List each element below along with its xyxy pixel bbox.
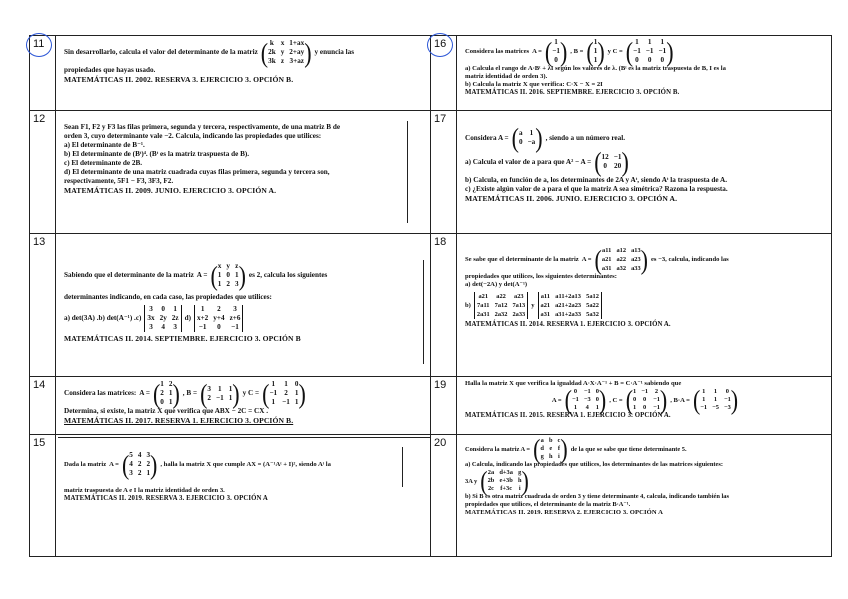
problem-text: Halla la matriz X que verifica la igualdad A·X·A⁻¹ + B = C·A⁻¹ sabiendo que	[465, 380, 682, 387]
divider	[407, 121, 408, 223]
problem-text: es −3, calcula, indicando las	[650, 256, 729, 263]
problem-text: b) Si B es otra matriz cuadrada de orden 3 y tiene determinante 4, calcula, indicando también las propiedades que utilices, el determinante de la matriz B·A⁻¹.	[465, 493, 729, 508]
matrix-entry: d	[540, 445, 544, 452]
matrix-label: A =	[196, 271, 208, 279]
matrix-entry: 1	[593, 38, 598, 46]
matrix-entry: 3	[146, 451, 151, 459]
matrix-entry: 3	[233, 305, 237, 313]
matrix: ( 1 1 1 )	[586, 35, 605, 67]
matrix: ( 12 −1 0 20 )	[594, 145, 629, 177]
problem-number: 14	[30, 377, 56, 435]
matrix-entry: d+3a	[499, 469, 513, 476]
problem-text: 3A y	[465, 477, 478, 485]
problem-19	[457, 377, 832, 435]
matrix-entry: 1	[271, 398, 276, 406]
matrix-entry: 3	[129, 469, 133, 477]
matrix-entry: 1	[168, 398, 173, 406]
matrix-entry: 0	[633, 396, 637, 403]
matrix-entry: −1	[269, 389, 278, 397]
matrix-entry: 3	[149, 305, 153, 313]
matrix-entry: g	[540, 453, 544, 460]
matrix-entry: 1	[573, 404, 578, 411]
matrix-entry: 0	[643, 404, 647, 411]
matrix-entry: 2a32	[494, 311, 508, 318]
matrix: ( 1 1 0 1 1 −1 −1 −5 −3 )	[692, 383, 739, 415]
matrix-entry: a22	[616, 256, 627, 263]
matrix-entry: 1	[593, 47, 598, 55]
matrix-entry: a13	[631, 247, 641, 254]
source-reference: MATEMÁTICAS II. 2006. JUNIO. EJERCICIO 3. OPCIÓN A.	[465, 194, 678, 203]
matrix: ( 1 2 2 1 0 1 )	[152, 377, 180, 409]
matrix-entry: y	[280, 48, 285, 56]
matrix-entry: a	[518, 129, 523, 137]
matrix-entry: −1	[216, 393, 224, 402]
matrix-entry: a23	[514, 293, 524, 300]
problem-text: propiedades que hayas usado.	[64, 66, 156, 74]
matrix-entry: 2z	[171, 314, 179, 322]
problem-17	[457, 111, 832, 234]
matrix-label: , C =	[609, 396, 623, 404]
problem-text: Sean F1, F2 y F3 las filas primera, segunda y tercera, respectivamente, de una matriz B de orden 3, cuyo determinante vale −2. Calcula, indicando las propiedades que utilices: a) El determinante de B⁻¹. b) El determinante de (Bᵗ)⁴. (Bᵗ es la matriz traspuesta de B). c) El determinante de 2B. d) El determinante de una matriz cuadrada cuyas filas primera, segunda y tercera son, respectivamente, 5F1 − F3, 3F3, F2.	[64, 123, 341, 185]
matrix-entry: 1	[633, 388, 637, 395]
matrix-entry: a21	[478, 293, 489, 300]
matrix-label: y C =	[607, 48, 623, 55]
matrix-entry: 0	[635, 56, 639, 64]
problem-text: a) Calcula, indicando las propiedades que utilices, los determinantes de las matrices siguientes:	[465, 461, 723, 468]
source-reference: MATEMÁTICAS II. 2019. RESERVA 2. EJERCICIO 3. OPCIÓN A	[465, 509, 664, 516]
matrix-entry: 0	[595, 396, 599, 403]
matrix-entry: 1	[633, 404, 637, 411]
matrix-entry: 1	[160, 380, 164, 388]
matrix-entry: 4	[129, 460, 133, 468]
problem-number: 13	[30, 234, 56, 377]
matrix-entry: e+3b	[499, 477, 513, 484]
matrix-entry: 1	[593, 56, 598, 64]
matrix-entry: f+3c	[500, 485, 513, 492]
determinant	[538, 292, 602, 319]
problem-text: b)	[465, 302, 471, 309]
matrix-entry: f	[557, 445, 560, 452]
matrix-entry: 0	[226, 271, 230, 279]
matrix-entry: 5a12	[586, 293, 599, 300]
matrix-entry: 5a22	[586, 302, 599, 309]
matrix-entry: 2	[137, 469, 142, 477]
matrix-entry: a23	[631, 256, 641, 263]
matrix-entry: −5	[712, 404, 719, 411]
matrix-entry: −3	[583, 396, 591, 403]
matrix-entry: 1	[294, 398, 299, 406]
matrix-entry: 1	[173, 305, 177, 313]
matrix-entry: 1	[146, 469, 151, 477]
matrix-entry: 1	[200, 305, 205, 313]
matrix-entry: 0	[647, 56, 652, 64]
matrix-entry: a11+2a13	[555, 293, 581, 300]
matrix-entry: −1	[633, 47, 641, 55]
matrix-entry: 3	[207, 384, 211, 393]
matrix-label: , B =	[570, 48, 584, 55]
problem-number: 16	[431, 36, 457, 111]
matrix-entry: z	[280, 57, 285, 65]
matrix-entry: 20	[613, 162, 622, 170]
matrix-entry: −1	[645, 47, 654, 55]
source-reference: MATEMÁTICAS II. 2015. RESERVA 1. EJERCICIO 3. OPCIÓN A.	[465, 412, 671, 419]
matrix-entry: −1	[198, 323, 207, 331]
divider	[58, 437, 430, 438]
matrix-entry: 0	[161, 305, 165, 313]
problem-text: d)	[184, 314, 191, 322]
problem-text: Considera las matrices:	[64, 389, 137, 397]
matrix-entry: 1	[217, 280, 222, 288]
matrix-entry: 1	[635, 38, 639, 46]
problem-text: Sin desarrollarlo, calcula el valor del determinante de la matriz	[64, 48, 258, 56]
matrix-entry: 2+ay	[289, 48, 305, 56]
problem-text: a) Calcula el rango de A·Bᵗ + λI según los valores de λ. (Bᵗ es la matriz traspuesta de B, I es la matriz identidad de orden 3). b) Calcula la matriz X que verifica: C·X − X = 2I	[465, 65, 726, 88]
matrix-entry: 1	[647, 38, 652, 46]
matrix-entry: a32	[616, 265, 627, 272]
matrix-entry: 2	[146, 460, 151, 468]
matrix-entry: 7a13	[512, 302, 526, 309]
matrix-entry: b	[548, 437, 553, 444]
matrix-entry: 2y	[159, 314, 167, 322]
matrix-entry: −3	[723, 404, 731, 411]
matrix-entry: −1	[653, 396, 660, 403]
matrix-entry: 0	[294, 380, 299, 388]
matrix-entry: x	[280, 39, 285, 47]
matrix-entry: 7a12	[494, 302, 508, 309]
problem-15	[56, 435, 431, 557]
problem-text: b) Calcula, en función de a, los determinantes de 2A y Aᵗ, siendo Aᵗ la traspuesta de A. c) ¿Existe algún valor de a para el que la matriz A sea simétrica? Razona la respuesta.	[465, 176, 728, 193]
problem-text: propiedades que utilices, los siguientes determinantes: a) det(−2A) y det(A⁻¹)	[465, 273, 617, 288]
matrix-entry: 0	[660, 56, 665, 64]
matrix: ( 0 −1 0 −1 −3 0 1 4 1 )	[564, 383, 607, 415]
matrix-entry: 0	[603, 162, 607, 170]
problem-text: a) Calcula el valor de a para que A² − A =	[465, 157, 592, 166]
matrix-entry: 2	[284, 389, 288, 397]
matrix-entry: c	[557, 437, 561, 444]
matrix-entry: a12	[616, 247, 627, 254]
source-reference: MATEMÁTICAS II. 2017. RESERVA 1. EJERCICIO 3. OPCIÓN B.	[64, 416, 294, 425]
problem-number: 11	[30, 36, 56, 111]
matrix-entry: 0	[217, 323, 221, 331]
matrix-entry: −1	[552, 47, 560, 55]
matrix-entry: 7a11	[477, 302, 490, 309]
matrix-entry: 2	[160, 389, 164, 397]
matrix-entry: 3k	[268, 57, 276, 65]
matrix-entry: a	[540, 437, 544, 444]
matrix-label: A =	[532, 48, 542, 55]
matrix-entry: 0	[518, 138, 523, 146]
matrix-entry: −1	[700, 404, 708, 411]
problem-14	[56, 377, 431, 435]
matrix-label: A =	[109, 461, 119, 468]
matrix-entry: a31	[601, 265, 612, 272]
handwritten-circle-mark	[427, 33, 453, 57]
matrix-entry: 1	[271, 380, 276, 388]
matrix-entry: 2	[654, 388, 659, 395]
matrix-entry: 2	[168, 380, 173, 388]
matrix-entry: x	[217, 262, 222, 270]
matrix-entry: a11	[602, 247, 612, 254]
problem-text: Considera la matriz A =	[465, 445, 531, 453]
matrix-entry: 0	[725, 388, 729, 395]
matrix-entry: a33	[631, 265, 641, 272]
matrix: ( a b c d e f g h i )	[533, 432, 568, 464]
problem-number: 19	[431, 377, 457, 435]
matrix-entry: 1	[660, 38, 665, 46]
matrix-entry: a21+2a23	[555, 302, 582, 309]
matrix-entry: 1	[284, 380, 288, 388]
problem-number: 18	[431, 234, 457, 377]
matrix-entry: −1	[653, 404, 660, 411]
divider	[423, 260, 424, 364]
problem-text: Se sabe que el determinante de la matriz	[465, 256, 579, 263]
matrix-entry: −1	[658, 47, 667, 55]
matrix-entry: 2a31	[476, 311, 490, 318]
matrix-entry: 1	[713, 396, 718, 403]
problem-text: determinantes indicando, en cada caso, las propiedades que utilices:	[64, 293, 272, 301]
matrix-entry: 2	[207, 393, 211, 402]
source-reference: MATEMÁTICAS II. 2014. SEPTIEMBRE. EJERCICIO 3. OPCIÓN B	[64, 334, 301, 343]
matrix-entry: 1	[218, 384, 222, 393]
matrix-entry: 1	[228, 384, 233, 393]
matrix-entry: 2a33	[512, 311, 526, 318]
matrix: ( 2a d+3a g 2b e+3b h 2c f+3c i )	[480, 464, 529, 496]
matrix-entry: 0	[160, 398, 164, 406]
matrix-entry: 2	[226, 280, 230, 288]
problem-text: Considera las matrices	[465, 48, 530, 55]
source-reference: MATEMÁTICAS II. 2016. SEPTIEMBRE. EJERCICIO 3. OPCIÓN B.	[465, 89, 680, 96]
matrix-entry: 5a32	[586, 311, 599, 318]
matrix-label: A =	[551, 396, 562, 404]
matrix-label: y C =	[242, 389, 260, 397]
matrix-entry: 5	[129, 451, 133, 459]
problem-text: , halla la matriz X que cumple AX = (A⁻¹Aᵗ + I)², siendo Aᵗ la	[160, 461, 331, 468]
matrix-entry: e	[549, 445, 553, 452]
matrix-entry: 2c	[487, 485, 494, 492]
problem-text: Dada la matriz	[64, 461, 107, 468]
matrix-entry: a21	[601, 256, 612, 263]
matrix-entry: 4	[137, 451, 142, 459]
problem-18	[457, 234, 832, 377]
matrix-entry: a21	[540, 302, 551, 309]
matrix-entry: 1	[702, 396, 706, 403]
matrix: ( x y z 1 0 1 1 2 3 )	[210, 259, 246, 291]
problem-text: y	[531, 302, 535, 309]
matrix-label: , B =	[182, 389, 198, 397]
matrix-entry: 3	[149, 323, 153, 331]
exercise-sheet	[29, 35, 821, 556]
matrix-entry: 0	[643, 396, 647, 403]
matrix-entry: h	[517, 477, 522, 484]
source-reference: MATEMÁTICAS II. 2014. RESERVA 1. EJERCICIO 3. OPCIÓN A.	[465, 321, 671, 328]
matrix-entry: y+4	[213, 314, 225, 322]
matrix-entry: 1	[702, 388, 706, 395]
matrix-entry: 2	[137, 460, 142, 468]
divider	[402, 447, 403, 487]
matrix: ( a11 a12 a13 a21 a22 a23 a31 a32 a33 )	[594, 243, 648, 275]
matrix-entry: 1	[228, 393, 233, 402]
matrix-entry: y	[226, 262, 230, 270]
determinant	[194, 305, 243, 332]
matrix-entry: a31	[540, 311, 551, 318]
matrix: ( 1 −1 0 )	[544, 35, 568, 67]
matrix-entry: 1	[713, 388, 718, 395]
matrix-entry: 4	[161, 323, 165, 331]
matrix-entry: −1	[641, 388, 649, 395]
matrix: ( 5 4 3 4 2 2 3 2 1 )	[121, 448, 158, 480]
problem-text: matriz traspuesta de A e I la matriz identidad de orden 3.	[64, 487, 225, 494]
matrix-entry: 2	[217, 305, 221, 313]
matrix: ( 1 1 0 −1 2 1 1 −1 1 )	[262, 377, 306, 409]
matrix-entry: −1	[723, 396, 731, 403]
problem-13	[56, 234, 431, 377]
problem-number: 12	[30, 111, 56, 234]
problem-11	[56, 36, 431, 111]
source-reference: MATEMÁTICAS II. 2009. JUNIO. EJERCICIO 3. OPCIÓN A.	[64, 186, 277, 195]
matrix-entry: i	[558, 453, 560, 460]
matrix-entry: a11	[540, 293, 550, 300]
matrix-label: A =	[581, 256, 592, 263]
determinant	[144, 305, 181, 332]
matrix: ( 1 1 1 −1 −1 −1 0 0 0 )	[625, 35, 674, 67]
handwritten-circle-mark	[26, 33, 52, 57]
matrix-label: A =	[139, 389, 150, 397]
matrix-entry: 1+ax	[289, 39, 305, 47]
matrix-entry: 0	[595, 388, 599, 395]
problem-20	[457, 432, 832, 557]
matrix-entry: −1	[572, 396, 579, 403]
matrix-entry: 2b	[487, 477, 495, 484]
problem-text: y enuncia las	[314, 48, 355, 56]
problem-number: 17	[431, 111, 457, 234]
problem-16	[457, 36, 832, 111]
problem-12	[56, 111, 431, 234]
matrix: ( k x 1+ax 2k y 2+ay 3k z 3+az )	[260, 36, 312, 68]
problem-text: Sabiendo que el determinante de la matriz	[64, 271, 194, 279]
matrix-entry: z	[235, 262, 239, 270]
matrix-entry: −1	[231, 323, 239, 331]
source-reference: MATEMÁTICAS II. 2002. RESERVA 3. EJERCICIO 3. OPCIÓN B.	[64, 75, 294, 84]
matrix-entry: 3x	[147, 314, 155, 322]
matrix-entry: 2k	[268, 48, 276, 56]
matrix-entry: i	[518, 485, 521, 492]
matrix-entry: 1	[294, 389, 299, 397]
matrix-entry: 1	[529, 129, 534, 137]
matrix-entry: −1	[613, 153, 622, 161]
matrix: ( 3 1 1 2 −1 1 )	[200, 377, 240, 409]
problem-text: de la que se sabe que tiene determinante 5.	[570, 445, 687, 453]
matrix-entry: 2a	[487, 469, 495, 476]
matrix-entry: 1	[595, 404, 599, 411]
problem-text: es 2, calcula los siguientes	[248, 271, 328, 279]
matrix-entry: 3	[173, 323, 177, 331]
matrix-entry: −1	[282, 398, 290, 406]
matrix-entry: a22	[496, 293, 506, 300]
matrix-entry: 0	[573, 388, 578, 395]
matrix: ( a 1 0 −a )	[511, 121, 543, 153]
matrix-entry: 1	[217, 271, 222, 279]
matrix-entry: 0	[554, 56, 558, 64]
matrix-entry: 3	[234, 280, 239, 288]
matrix: ( 1 −1 2 0 0 −1 1 0 −1 )	[625, 383, 668, 415]
matrix-entry: 1	[168, 389, 173, 397]
source-reference: MATEMÁTICAS II. 2019. RESERVA 3. EJERCICIO 3. OPCIÓN A	[64, 495, 268, 502]
matrix-entry: k	[269, 39, 274, 47]
matrix-label: , B·A =	[670, 396, 690, 404]
matrix-entry: z+6	[229, 314, 241, 322]
problem-number: 20	[431, 435, 457, 557]
matrix-entry: g	[518, 469, 522, 476]
matrix-entry: h	[548, 453, 553, 460]
matrix-entry: 4	[585, 404, 589, 411]
problem-number: 15	[30, 435, 56, 557]
matrix-entry: x+2	[196, 314, 209, 322]
matrix-entry: 12	[601, 153, 609, 161]
matrix-entry: 1	[554, 38, 558, 46]
matrix-entry: −a	[527, 138, 536, 146]
matrix-entry: 3+az	[289, 57, 304, 65]
matrix-entry: 1	[234, 271, 239, 279]
problem-text: , siendo a un número real.	[545, 133, 625, 142]
problem-text: Considera A =	[465, 133, 509, 142]
problem-text: Determina, si existe, la matriz X que verifica que ABX − 2C = CX .	[64, 407, 269, 415]
matrix-entry: −1	[583, 388, 591, 395]
determinant	[474, 292, 528, 319]
exercise-grid	[29, 35, 832, 557]
problem-text: a) det(3A) .b) det(A⁻¹) .c)	[64, 314, 142, 322]
matrix-entry: a31+2a33	[555, 311, 582, 318]
